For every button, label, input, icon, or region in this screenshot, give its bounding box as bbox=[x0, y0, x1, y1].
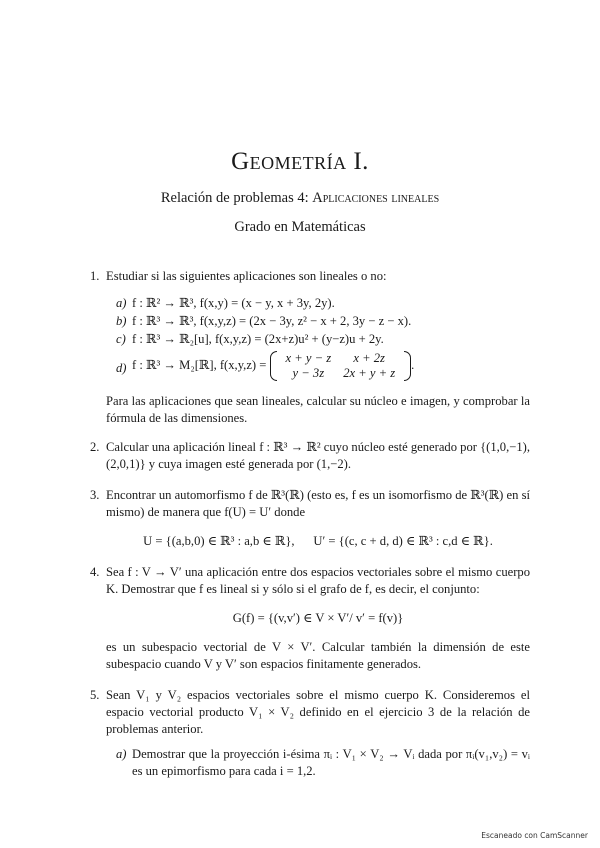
display-equation: U = {(a,b,0) ∈ ℝ³ : a,b ∈ ℝ}, U′ = {(c, c + d, d) ∈ ℝ³ : c,d ∈ ℝ}. bbox=[143, 534, 493, 548]
problem-number: 3. bbox=[90, 488, 100, 502]
problem-number: 2. bbox=[90, 440, 100, 454]
matrix-cell: x + y − z bbox=[285, 351, 332, 365]
problem-outro: Para las aplicaciones que sean lineales, calcular su núcleo e imagen, y comprobar la fórmula de las dimensiones. bbox=[106, 394, 530, 425]
item-text: f : ℝ² → ℝ³, f(x,y) = (x − y, x + 3y, 2y). bbox=[132, 296, 335, 310]
item-text: f : ℝ³ → ℝ³, f(x,y,z) = (2x − 3y, z² − x + 2, 3y − z − x). bbox=[132, 314, 412, 328]
matrix-cell: y − 3z bbox=[292, 366, 325, 380]
matrix bbox=[270, 351, 415, 381]
problem-4 bbox=[90, 564, 530, 673]
list-item bbox=[116, 295, 530, 312]
problem-2 bbox=[90, 439, 530, 473]
item-label: d) bbox=[116, 361, 127, 375]
problem-intro: Estudiar si las siguientes aplicaciones son lineales o no: bbox=[106, 269, 387, 283]
problem-5-items bbox=[116, 746, 530, 780]
problem-number: 5. bbox=[90, 688, 100, 702]
subtitle-prefix: Relación de problemas 4: bbox=[160, 190, 309, 206]
problem-number: 4. bbox=[90, 565, 100, 579]
item-label: a) bbox=[116, 296, 127, 310]
problem-5 bbox=[90, 687, 530, 780]
problem-outro: es un subespacio vectorial de V × V′. Calcular también la dimensión de este subespacio cuando V y V′ son espacios finitamente generados. bbox=[106, 640, 530, 671]
scanner-watermark: Escaneado con CamScanner bbox=[481, 831, 588, 840]
problem-3 bbox=[90, 487, 530, 550]
problem-text: Encontrar un automorfismo f de ℝ³(ℝ) (esto es, f es un isomorfismo de ℝ³(ℝ) en sí mismo) de manera que f(U) = U′ donde bbox=[106, 488, 530, 519]
subtitle-topic: Aplicaciones lineales bbox=[312, 190, 440, 206]
item-text: f : ℝ³ → ℝ₂[u], f(x,y,z) = (2x+z)u² + (y−z)u + 2y. bbox=[132, 332, 384, 346]
list-item bbox=[116, 746, 530, 780]
problem-text: Sean V₁ y V₂ espacios vectoriales sobre el mismo cuerpo K. Consideremos el espacio vectorial producto V₁ × V₂ definido en el ejercicio 3 de la relación de problemas anterior. bbox=[106, 688, 530, 736]
problem-text: Calcular una aplicación lineal f : ℝ³ → ℝ² cuyo núcleo esté generado por {(1,0,−1),(2,0,1)} y cuya imagen esté generada por (1,−2). bbox=[106, 440, 530, 471]
item-label: b) bbox=[116, 314, 127, 328]
problem-list bbox=[90, 268, 530, 781]
list-item bbox=[116, 351, 530, 381]
item-text: Demostrar que la proyección i-ésima πᵢ : V₁ × V₂ → Vᵢ dada por πᵢ(v₁,v₂) = vᵢ es un epimorfismo para cada i = 1,2. bbox=[132, 747, 530, 778]
item-text-end: . bbox=[411, 357, 415, 372]
matrix-cell: x + 2z bbox=[353, 351, 385, 365]
problem-1-items bbox=[116, 295, 530, 381]
problem-number: 1. bbox=[90, 269, 100, 283]
display-equation: G(f) = {(v,v′) ∈ V × V′/ v′ = f(v)} bbox=[232, 611, 404, 625]
list-item bbox=[116, 331, 530, 348]
list-item bbox=[116, 313, 530, 330]
page-title: Geometría I. bbox=[231, 148, 369, 175]
degree-name: Grado en Matemáticas bbox=[234, 219, 366, 235]
matrix-cell: 2x + y + z bbox=[343, 366, 396, 380]
problem-text: Sea f : V → V′ una aplicación entre dos espacios vectoriales sobre el mismo cuerpo K. Demostrar que f es lineal si y sólo si el grafo de f, es decir, el conjunto: bbox=[106, 565, 530, 596]
item-label: a) bbox=[116, 747, 127, 761]
problem-1 bbox=[90, 268, 530, 427]
page-subtitle bbox=[0, 190, 600, 207]
item-label: c) bbox=[116, 332, 126, 346]
item-text: f : ℝ³ → M₂[ℝ], f(x,y,z) = bbox=[132, 357, 267, 372]
